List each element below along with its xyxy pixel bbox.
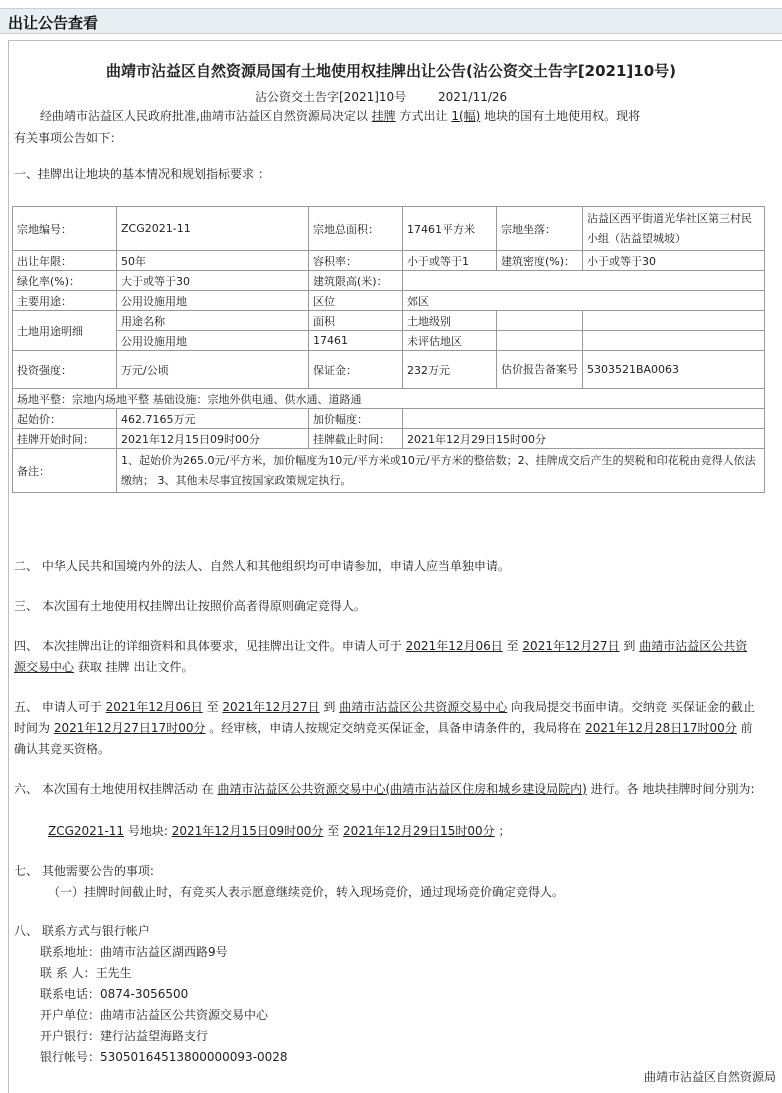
table-row: 起始价： 462.7165万元 加价幅度： bbox=[13, 409, 765, 429]
section-4: 四、 本次挂牌出让的详细资料和具体要求，见挂牌出让文件。申请人可于 2021年12月06日 至 2021年12月27日 到 曲靖市沾益区公共资源交易中心 获取 挂牌 出让文件。 bbox=[14, 639, 748, 674]
table-row: 挂牌开始时间： 2021年12月15日09时00分 挂牌截止时间： 2021年12月29日15时00分 bbox=[13, 429, 765, 449]
doc-number: 沾公资交土告字[2021]10号 bbox=[255, 90, 407, 104]
table-row: 主要用途： 公用设施用地 区位 郊区 bbox=[13, 291, 765, 311]
contact-person: 联 系 人：王先生 bbox=[40, 966, 132, 980]
contact-address: 联系地址：曲靖市沾益区湖西路9号 bbox=[40, 945, 228, 959]
intro-method: 挂牌 bbox=[371, 109, 396, 123]
contact-bank: 开户银行：建行沾益望海路支行 bbox=[40, 1029, 209, 1043]
section-8: 八、 联系方式与银行帐户 bbox=[14, 924, 150, 938]
contact-phone: 联系电话：0874-3056500 bbox=[40, 987, 189, 1001]
table-row: 场地平整：宗地内场地平整 基础设施：宗地外供电通、供水通、道路通 bbox=[13, 389, 765, 409]
section-2: 二、 中华人民共和国境内外的法人、自然人和其他组织均可申请参加，申请人应当单独申请。 bbox=[14, 559, 510, 573]
table-row: 出让年限： 50年 容积率： 小于或等于1 建筑密度(%)： 小于或等于30 bbox=[13, 251, 765, 271]
section-7-item-1: （一）挂牌时间截止时，有竞买人表示愿意继续竞价，转入现场竞价，通过现场竞价确定竞得人。 bbox=[48, 885, 565, 899]
section-5: 五、 申请人可于 2021年12月06日 至 2021年12月27日 到 曲靖市沾益区公共资源交易中心 向我局提交书面申请。交纳竞 买保证金的截止时间为 2021年12月27日17时00分 。经审核，申请人按规定交纳竞买保证金，具备申请条件的，我局将在 2021年12月28日17时00分 前确认其竞买资格。 bbox=[14, 700, 755, 756]
contact-unit: 开户单位：曲靖市沾益区公共资源交易中心 bbox=[40, 1008, 269, 1022]
intro-paragraph: 经曲靖市沾益区人民政府批准,曲靖市沾益区自然资源局决定以 挂牌 方式出让 1(幅) 地块的国有土地使用权。现将 bbox=[40, 109, 641, 123]
land-info-table bbox=[12, 206, 765, 493]
footer-org: 曲靖市沾益区自然资源局 bbox=[643, 1070, 776, 1084]
table-row: 宗地编号： ZCG2021-11 宗地总面积： 17461平方米 宗地坐落： 沾益区西平街道光华社区第三村民小组（沾益望城坡） bbox=[13, 207, 765, 251]
publish-date: 2021/11/26 bbox=[438, 90, 508, 104]
table-row: 备注： 1、起始价为265.0元/平方米，加价幅度为10元/平方米或10元/平方米的整倍数；2、挂牌成交后产生的契税和印花税由竞得人依法缴纳； 3、其他未尽事宜按国家政策规定执行。 bbox=[13, 449, 765, 493]
intro-paragraph-cont: 有关事项公告如下： bbox=[14, 131, 123, 145]
notice-subtitle bbox=[255, 88, 535, 105]
table-row: 土地用途明细 用途名称 面积 土地级别 bbox=[13, 311, 765, 331]
notice-title: 曲靖市沾益区自然资源局国有土地使用权挂牌出让公告(沾公资交土告字[2021]10号) bbox=[105, 62, 677, 80]
contact-account: 银行帐号：53050164513800000093-0028 bbox=[40, 1050, 288, 1064]
section-7: 七、 其他需要公告的事项: bbox=[14, 864, 154, 878]
section-6: 六、 本次国有土地使用权挂牌活动 在 曲靖市沾益区公共资源交易中心(曲靖市沾益区住房和城乡建设局院内) 进行。各 地块挂牌时间分别为: bbox=[14, 782, 755, 796]
page-header-bar bbox=[0, 8, 782, 34]
section-6-schedule: ZCG2021-11 号地块: 2021年12月15日09时00分 至 2021年12月29日15时00分 ； bbox=[48, 824, 511, 838]
table-row: 公用设施用地 17461 未评估地区 bbox=[13, 331, 765, 351]
page-header-title: 出让公告查看 bbox=[8, 14, 99, 32]
table-row: 绿化率(%)： 大于或等于30 建筑限高(米)： bbox=[13, 271, 765, 291]
table-row: 投资强度： 万元/公顷 保证金： 232万元 估价报告备案号 5303521BA0063 bbox=[13, 351, 765, 389]
intro-count: 1(幅) bbox=[451, 109, 481, 123]
section-1-heading: 一、挂牌出让地块的基本情况和规划指标要求 ： bbox=[14, 167, 270, 181]
section-3: 三、 本次国有土地使用权挂牌出让按照价高者得原则确定竞得人。 bbox=[14, 599, 366, 613]
